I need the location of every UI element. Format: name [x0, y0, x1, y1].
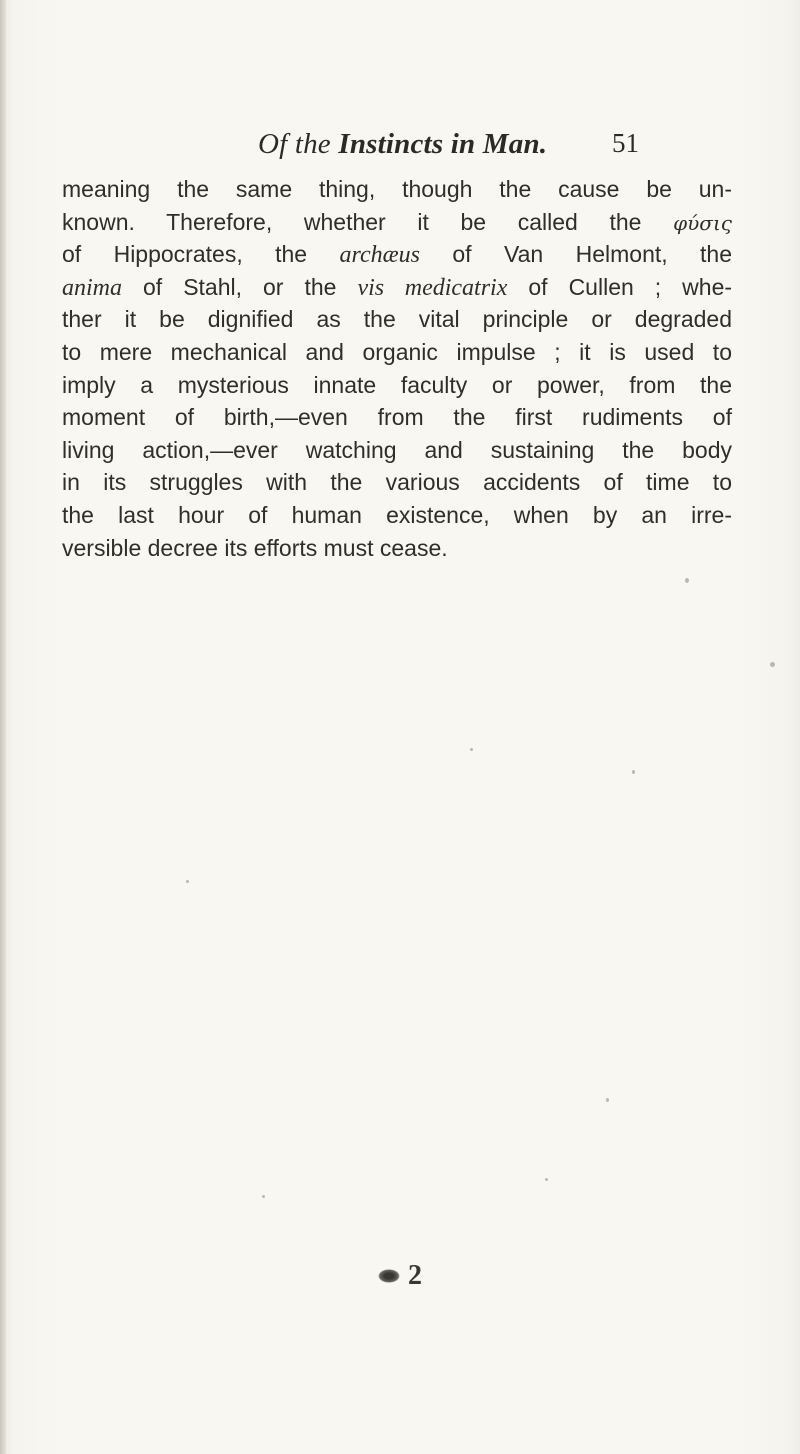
paper-speck: [606, 1098, 609, 1102]
line-3-end: of Van Helmont, the: [452, 241, 733, 268]
line-12: versible decree its efforts must cease.: [62, 534, 448, 561]
page-number: 51: [612, 128, 639, 158]
paper-speck: [262, 1195, 265, 1198]
line-3-start: of Hippocrates, the: [62, 241, 308, 268]
paper-speck: [632, 770, 635, 774]
body-paragraph: [62, 173, 732, 564]
line-4-mid: of Stahl, or the: [143, 273, 337, 300]
italic-vis-medicatrix: vis medicatrix: [357, 274, 508, 301]
text-line: [62, 303, 732, 336]
line-9: living action,—ever watching and sustaining the body: [62, 436, 732, 463]
line-10: in its struggles with the various accidents of time to: [62, 469, 732, 496]
italic-anima: anima: [62, 274, 122, 301]
line-5: ther it be dignified as the vital principle or degraded: [62, 306, 732, 333]
signature-mark: [0, 1260, 800, 1292]
printer-ornament-icon: [378, 1269, 400, 1283]
line-2: known. Therefore, whether it be called the: [62, 208, 642, 235]
title-main: Instincts in Man.: [338, 128, 548, 160]
paper-speck: [470, 748, 473, 751]
text-line: [62, 173, 732, 206]
title-prefix: Of the: [258, 128, 331, 160]
text-line: [62, 499, 732, 532]
text-line: [62, 401, 732, 434]
text-line: [62, 206, 732, 239]
line-6: to mere mechanical and organic impulse ; it is used to: [62, 338, 732, 365]
text-line: [62, 271, 732, 304]
line-11: the last hour of human existence, when by an irre-: [62, 501, 732, 528]
line-1: meaning the same thing, though the cause be un-: [62, 176, 732, 202]
text-line: [62, 369, 732, 402]
italic-archaeus: archæus: [339, 242, 420, 269]
running-head-title: [258, 128, 547, 161]
line-7: imply a mysterious innate faculty or power, from the: [62, 371, 732, 398]
text-line: [62, 532, 732, 565]
line-4-end: of Cullen ; whe-: [528, 273, 733, 300]
text-line: [62, 336, 732, 369]
running-head: [0, 128, 800, 168]
paper-speck: [685, 578, 689, 583]
signature-number: 2: [408, 1260, 422, 1291]
paper-speck: [186, 880, 189, 883]
text-line: [62, 466, 732, 499]
text-line: [62, 434, 732, 467]
paper-speck: [545, 1178, 548, 1181]
line-8: moment of birth,—even from the first rudiments of: [62, 404, 732, 431]
page-binding-edge: [0, 0, 6, 1454]
paper-speck: [770, 662, 775, 667]
greek-word-physis: φύσις: [673, 210, 732, 235]
text-line: [62, 238, 732, 271]
